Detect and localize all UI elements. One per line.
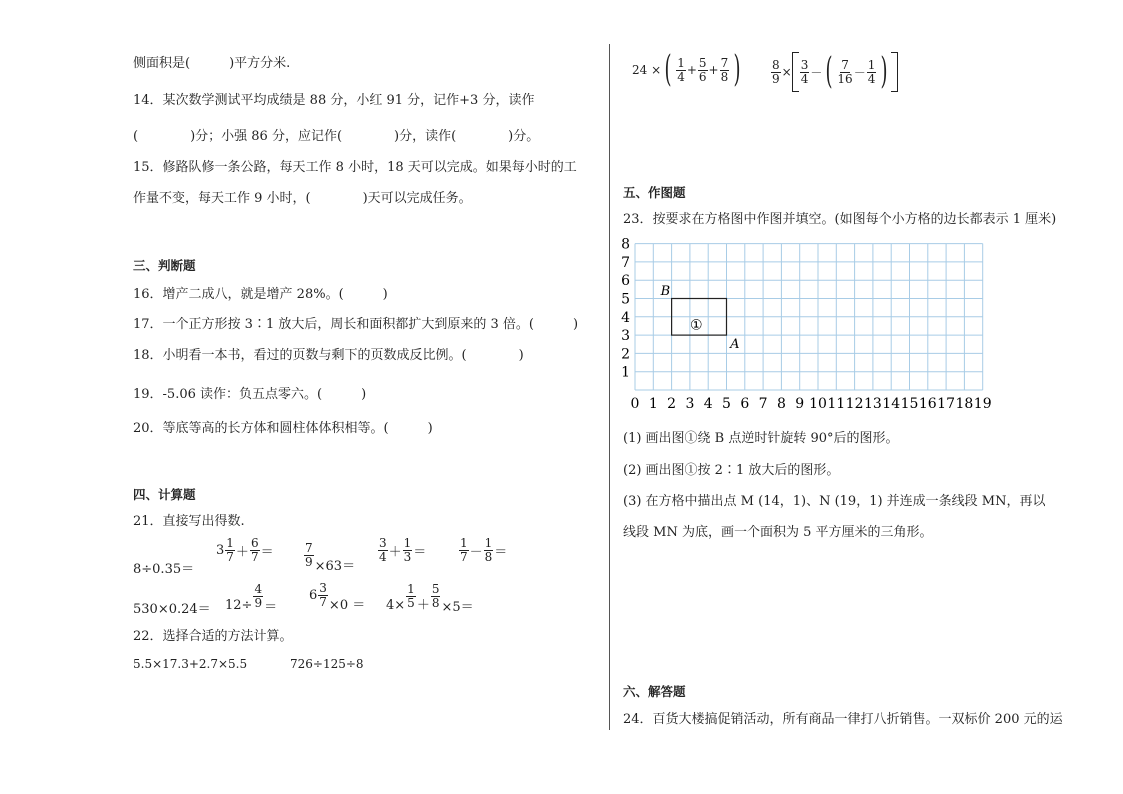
section-4-heading: 四、计算题 bbox=[133, 487, 196, 502]
section-6-heading: 六、解答题 bbox=[623, 684, 686, 699]
x-axis-tick-label: 1 bbox=[648, 396, 658, 412]
q21-e: $\frac{1}{7}$ － $\frac{1}{8}$ ＝ bbox=[460, 536, 508, 564]
q21-h: 6 $\frac{3}{7}$ ×0 ＝ bbox=[309, 581, 366, 613]
point-b-label: B bbox=[660, 283, 671, 299]
q15-line2: 作量不变，每天工作 9 小时，( )天可以完成任务。 bbox=[133, 191, 472, 206]
y-axis-tick-label: 8 bbox=[621, 236, 630, 253]
x-axis-tick-label: 9 bbox=[795, 396, 805, 412]
column-divider bbox=[609, 44, 610, 730]
q19: 19．-5.06 读作：负五点零六。( ) bbox=[133, 387, 367, 402]
calc-expression-1: 24 × ( $\frac{1}{4}$ + $\frac{5}{6}$ + $\frac{7}{8}$ ) bbox=[632, 49, 741, 90]
y-axis-tick-label: 6 bbox=[621, 273, 630, 290]
q21-g: 12÷ $\frac{4}{9}$ ＝ bbox=[225, 582, 278, 615]
q21-a: 8÷0.35＝ bbox=[133, 562, 195, 577]
section-5-heading: 五、作图题 bbox=[623, 185, 686, 200]
q21-f: 530×0.24＝ bbox=[133, 602, 211, 617]
q23-part3-line1: (3) 在方格中描出点 M (14，1)、N (19，1) 并连成一条线段 MN，再以 bbox=[623, 494, 1046, 509]
x-axis-tick-label: 17 bbox=[937, 396, 956, 412]
q21-b: 3 $\frac{1}{7}$ ＋ $\frac{6}{7}$ ＝ bbox=[216, 536, 274, 564]
q21-c: $\frac{7}{9}$ ×63＝ bbox=[305, 541, 356, 574]
q22: 22．选择合适的方法计算。 bbox=[133, 629, 293, 644]
point-a-label: A bbox=[730, 336, 740, 352]
q23-part2: (2) 画出图①按 2∶1 放大后的图形。 bbox=[623, 463, 840, 478]
q20: 20．等底等高的长方体和圆柱体体积相等。( ) bbox=[133, 421, 433, 436]
q14-line2: ( )分；小强 86 分，应记作( )分，读作( )分。 bbox=[133, 129, 540, 144]
q22-a: 5.5×17.3+2.7×5.5 bbox=[133, 657, 248, 671]
x-axis-tick-label: 10 bbox=[809, 396, 827, 412]
x-axis-tick-label: 6 bbox=[740, 396, 750, 412]
x-axis-tick-label: 3 bbox=[685, 396, 695, 412]
section-3-heading: 三、判断题 bbox=[133, 258, 196, 273]
q23: 23．按要求在方格图中作图并填空。(如图每个小方格的边长都表示 1 厘米) bbox=[623, 212, 1057, 227]
q17: 17．一个正方形按 3∶1 放大后，周长和面积都扩大到原来的 3 倍。( ) bbox=[133, 317, 579, 332]
q23-part1: (1) 画出图①绕 B 点逆时针旋转 90°后的图形。 bbox=[623, 431, 899, 446]
x-axis-tick-label: 12 bbox=[845, 396, 864, 412]
shape-1-label: ① bbox=[690, 317, 703, 334]
x-axis-tick-label: 19 bbox=[973, 396, 992, 412]
x-axis-tick-label: 0 bbox=[630, 396, 640, 412]
q21-d: $\frac{3}{4}$ ＋ $\frac{1}{3}$ ＝ bbox=[379, 536, 427, 564]
q15-line1: 15．修路队修一条公路，每天工作 8 小时，18 天可以完成。如果每小时的工 bbox=[133, 160, 577, 175]
y-axis-tick-label: 2 bbox=[621, 346, 630, 363]
q14-line1: 14．某次数学测试平均成绩是 88 分，小红 91 分，记作+3 分，读作 bbox=[133, 93, 535, 108]
q21-i: 4× $\frac{1}{5}$ ＋ $\frac{5}{8}$ ×5＝ bbox=[386, 582, 474, 615]
x-axis-tick-label: 18 bbox=[955, 396, 974, 412]
q22-b: 726÷125÷8 bbox=[290, 657, 364, 671]
q18: 18．小明看一本书，看过的页数与剩下的页数成反比例。( ) bbox=[133, 348, 524, 363]
x-axis-tick-label: 15 bbox=[900, 396, 919, 412]
q13-tail: 侧面积是( )平方分米. bbox=[133, 56, 291, 71]
x-axis-tick-label: 16 bbox=[918, 396, 937, 412]
x-axis-tick-label: 14 bbox=[882, 396, 901, 412]
y-axis-tick-label: 1 bbox=[621, 364, 630, 381]
x-axis-tick-label: 2 bbox=[667, 396, 677, 412]
q21: 21．直接写出得数. bbox=[133, 514, 245, 529]
q24: 24．百货大楼搞促销活动，所有商品一律打八折销售。一双标价 200 元的运 bbox=[623, 712, 1063, 727]
x-axis-tick-label: 11 bbox=[827, 396, 846, 412]
x-axis-tick-label: 4 bbox=[703, 396, 713, 412]
y-axis-tick-label: 5 bbox=[621, 291, 630, 308]
x-axis-tick-label: 5 bbox=[722, 396, 731, 412]
y-axis-tick-label: 3 bbox=[621, 328, 630, 345]
x-axis-tick-label: 8 bbox=[776, 396, 786, 412]
q23-part3-line2: 线段 MN 为底，画一个面积为 5 平方厘米的三角形。 bbox=[623, 525, 933, 540]
x-axis-tick-label: 7 bbox=[758, 396, 768, 412]
calc-expression-2: $\frac{8}{9}$ × $\frac{3}{4}$ － ( $\frac{7}{16}$ － $\frac{1}{4}$ ) bbox=[770, 52, 898, 92]
coordinate-grid bbox=[618, 236, 1018, 416]
x-axis-tick-label: 13 bbox=[863, 396, 882, 412]
y-axis-tick-label: 4 bbox=[621, 309, 630, 326]
q16: 16．增产二成八，就是增产 28%。( ) bbox=[133, 287, 388, 302]
y-axis-tick-label: 7 bbox=[621, 254, 630, 271]
